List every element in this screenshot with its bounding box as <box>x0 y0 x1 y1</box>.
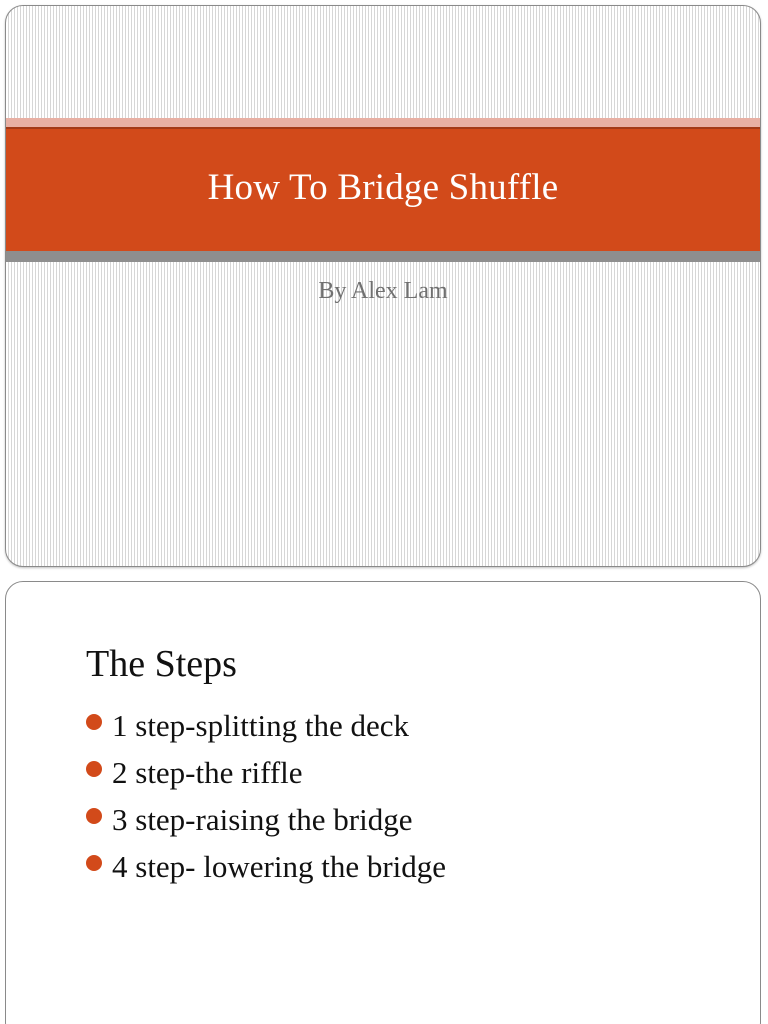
step-text: 4 step- lowering the bridge <box>112 848 447 884</box>
step-text: 3 step-raising the bridge <box>112 801 413 837</box>
title-slide <box>5 5 761 567</box>
bullet-dot-icon <box>86 855 102 871</box>
list-item <box>86 702 446 749</box>
list-item <box>86 796 446 843</box>
steps-heading: The Steps <box>86 643 237 685</box>
list-item <box>86 749 446 796</box>
title-band-bottom-stripe <box>6 251 760 262</box>
steps-list <box>86 702 446 890</box>
title-band <box>6 129 760 251</box>
bullet-dot-icon <box>86 714 102 730</box>
list-item <box>86 843 446 890</box>
step-text: 1 step-splitting the deck <box>112 707 410 743</box>
bullet-dot-icon <box>86 761 102 777</box>
bullet-dot-icon <box>86 808 102 824</box>
step-text: 2 step-the riffle <box>112 754 303 790</box>
slide-title: How To Bridge Shuffle <box>207 166 559 208</box>
steps-slide <box>5 581 761 1024</box>
slide-subtitle: By Alex Lam <box>318 278 448 304</box>
